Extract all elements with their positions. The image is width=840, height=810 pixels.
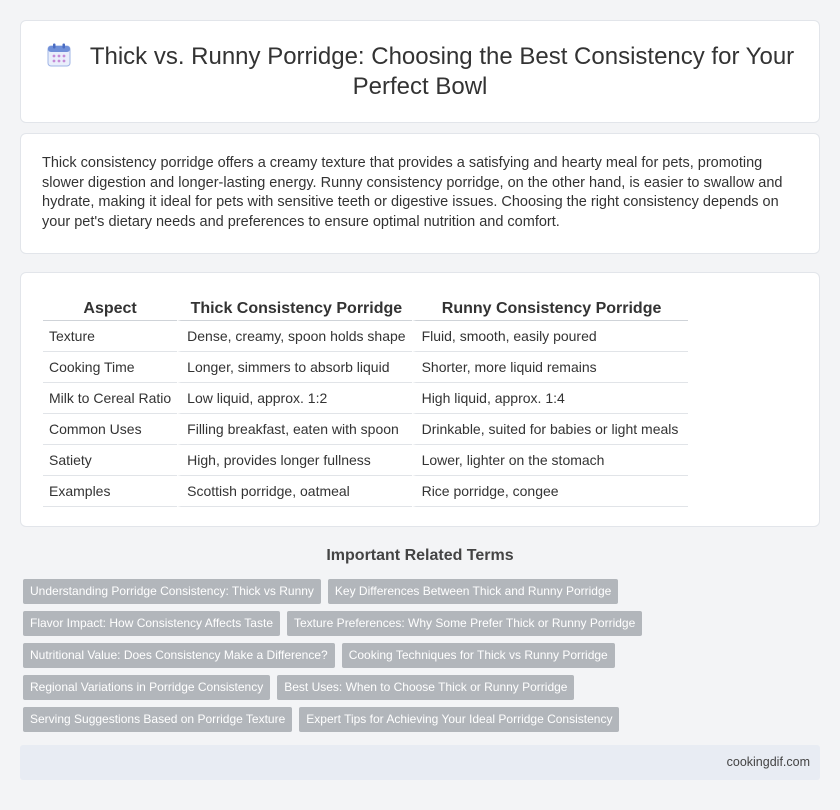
cell-runny: Drinkable, suited for babies or light meals [412, 414, 688, 445]
comparison-card [20, 272, 820, 527]
tag-row [23, 579, 823, 611]
cell-aspect: Cooking Time [43, 352, 177, 383]
cell-aspect: Satiety [43, 445, 177, 476]
cell-thick: Filling breakfast, eaten with spoon [177, 414, 411, 445]
table-row [43, 383, 688, 414]
header-aspect: Aspect [43, 295, 177, 321]
cell-thick: Low liquid, approx. 1:2 [177, 383, 411, 414]
tag-row [23, 643, 823, 675]
cell-runny: Lower, lighter on the stomach [412, 445, 688, 476]
cell-aspect: Milk to Cereal Ratio [43, 383, 177, 414]
page-title [45, 42, 795, 102]
table-row [43, 352, 688, 383]
related-term-tag[interactable]: Best Uses: When to Choose Thick or Runny Porridge [277, 675, 574, 700]
footer-site-link[interactable]: cookingdif.com [726, 755, 810, 769]
related-term-tag[interactable]: Cooking Techniques for Thick vs Runny Porridge [342, 643, 615, 668]
cell-thick: Dense, creamy, spoon holds shape [177, 321, 411, 352]
calendar-icon [46, 42, 72, 68]
related-term-tag[interactable]: Expert Tips for Achieving Your Ideal Porridge Consistency [299, 707, 619, 732]
cell-aspect: Common Uses [43, 414, 177, 445]
cell-runny: Shorter, more liquid remains [412, 352, 688, 383]
intro-card [20, 133, 820, 254]
related-terms-list [23, 579, 823, 739]
cell-runny: Rice porridge, congee [412, 476, 688, 507]
table-row [43, 476, 688, 507]
cell-runny: High liquid, approx. 1:4 [412, 383, 688, 414]
related-term-tag[interactable]: Regional Variations in Porridge Consistency [23, 675, 270, 700]
cell-thick: Longer, simmers to absorb liquid [177, 352, 411, 383]
table-row [43, 414, 688, 445]
related-term-tag[interactable]: Flavor Impact: How Consistency Affects Taste [23, 611, 280, 636]
header-card [20, 20, 820, 123]
table-header-row [43, 295, 688, 321]
tag-row [23, 611, 823, 643]
comparison-table [43, 295, 688, 507]
intro-paragraph: Thick consistency porridge offers a creamy texture that provides a satisfying and hearty meal for pets, promoting slower digestion and longer-lasting energy. Runny consistency porridge, on the other hand, is easier to swallow and hydrate, making it ideal for pets with sensitive teeth or digestive issues. Choosing the right consistency depends on your pet's dietary needs and preferences to ensure optimal nutrition and comfort. [42, 155, 783, 230]
related-term-tag[interactable]: Nutritional Value: Does Consistency Make a Difference? [23, 643, 335, 668]
header-thick: Thick Consistency Porridge [177, 295, 411, 321]
related-term-tag[interactable]: Understanding Porridge Consistency: Thick vs Runny [23, 579, 321, 604]
cell-aspect: Examples [43, 476, 177, 507]
header-runny: Runny Consistency Porridge [412, 295, 688, 321]
cell-thick: High, provides longer fullness [177, 445, 411, 476]
cell-runny: Fluid, smooth, easily poured [412, 321, 688, 352]
cell-thick: Scottish porridge, oatmeal [177, 476, 411, 507]
tag-row [23, 675, 823, 707]
table-row [43, 445, 688, 476]
related-term-tag[interactable]: Serving Suggestions Based on Porridge Texture [23, 707, 292, 732]
page-title-text: Thick vs. Runny Porridge: Choosing the Best Consistency for Your Perfect Bowl [89, 42, 795, 100]
related-term-tag[interactable]: Texture Preferences: Why Some Prefer Thick or Runny Porridge [287, 611, 642, 636]
footer [20, 745, 820, 780]
tag-row [23, 707, 823, 739]
cell-aspect: Texture [43, 321, 177, 352]
related-term-tag[interactable]: Key Differences Between Thick and Runny Porridge [328, 579, 618, 604]
related-terms-title: Important Related Terms [326, 547, 514, 564]
table-row [43, 321, 688, 352]
